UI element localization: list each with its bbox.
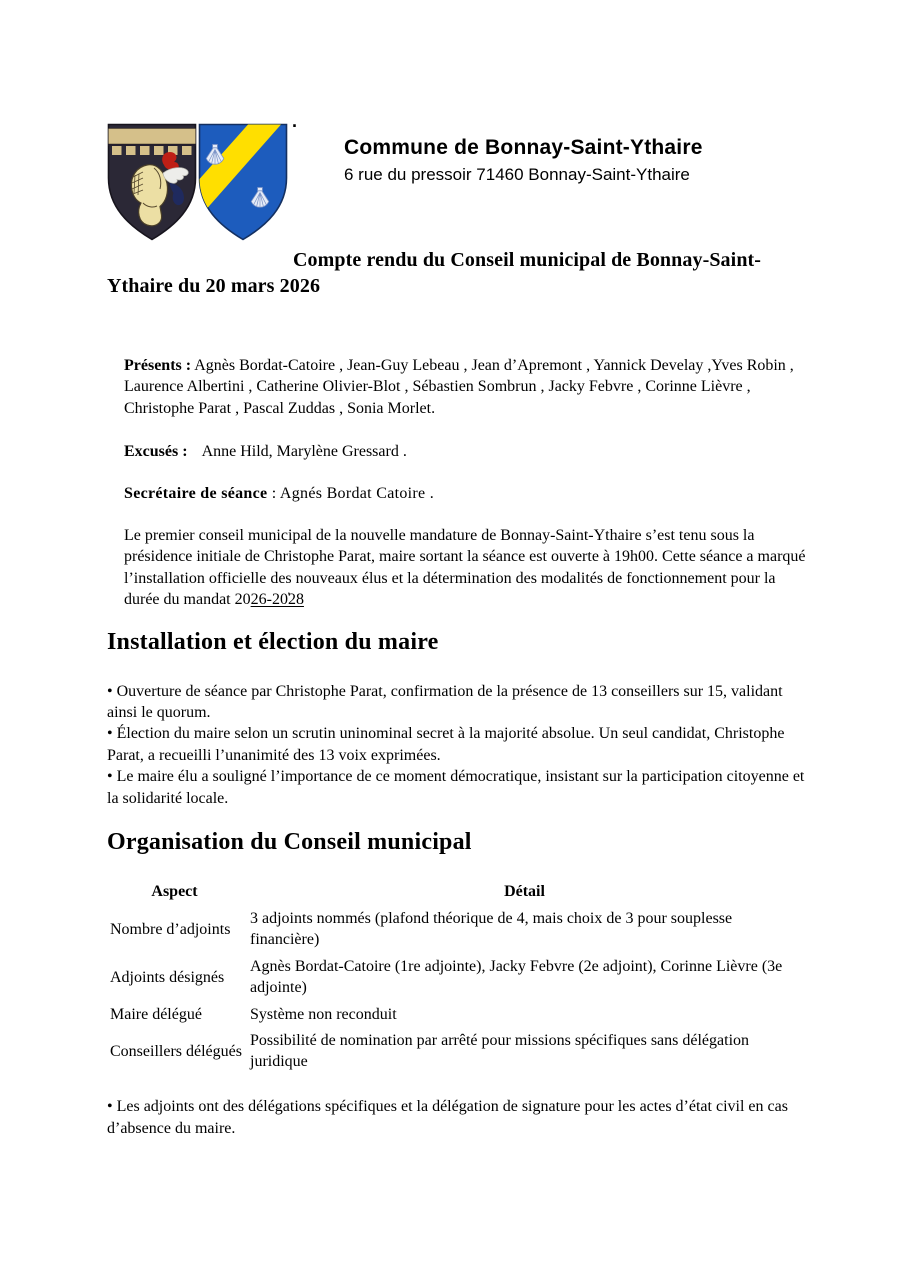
intro-text: Le premier conseil municipal de la nouvelle mandature de Bonnay-Saint-Ythaire s’est tenu sous la présidence initiale de Christophe Parat, maire sortant la séance est ouverte à 19h00. Cette séance a marqué l’installation officielle des nouveaux élus et la détermination des modalités de fonctionnement pour la durée du mandat 20: [124, 527, 806, 609]
intro-paragraph: [124, 525, 812, 611]
presents-value: Agnès Bordat-Catoire , Jean-Guy Lebeau , Jean d’Apremont , Yannick Develay ,Yves Robin , Laurence Albertini , Catherine Olivier-Blot , Sébastien Sombrun , Jacky Febvre , Corinne Lièvre , Christophe Parat , Pascal Zuddas , Sonia Morlet.: [124, 357, 794, 417]
table-header-detail: Détail: [504, 883, 545, 901]
table-cell-aspect: Conseillers délégués: [110, 1042, 242, 1060]
presents-label: Présents :: [124, 357, 192, 374]
commune-name: Commune de Bonnay-Saint-Ythaire: [344, 136, 703, 159]
section-title-organisation: Organisation du Conseil municipal: [107, 829, 472, 856]
secretary-value: : Agnés Bordat Catoire .: [271, 484, 435, 502]
document-title: Compte rendu du Conseil municipal de Bonnay-Saint-Ythaire du 20 mars 2026: [107, 249, 762, 297]
bullet-item: • Le maire élu a souligné l’importance de ce moment démocratique, insistant sur la participation citoyenne et la solidarité locale.: [107, 768, 805, 807]
table-header-aspect: Aspect: [151, 883, 198, 901]
table-cell-detail: Agnès Bordat-Catoire (1re adjointe), Jacky Febvre (2e adjoint), Corinne Lièvre (3e adjointe): [250, 957, 783, 997]
table-header-row: [107, 881, 807, 905]
stray-dot: .: [292, 111, 298, 131]
table-row: [107, 906, 807, 954]
table-cell-aspect: Maire délégué: [110, 1005, 202, 1023]
table-row: [107, 1028, 807, 1076]
excused-value: Anne Hild, Marylène Gressard .: [201, 443, 407, 461]
table-cell-detail: 3 adjoints nommés (plafond théorique de 4, mais choix de 3 pour souplesse financière): [250, 910, 733, 949]
bullet-item: • Ouverture de séance par Christophe Parat, confirmation de la présence de 13 conseillers sur 15, validant ainsi le quorum.: [107, 682, 783, 722]
bullet-item: • Élection du maire selon un scrutin uninominal secret à la majorité absolue. Un seul candidat, Christophe Parat, a recueilli l’unanimité des 13 voix exprimées.: [107, 725, 785, 764]
secretary-label: Secrétaire de séance: [124, 484, 268, 502]
commune-address: 6 rue du pressoir 71460 Bonnay-Saint-Ythaire: [344, 165, 690, 184]
presents-paragraph: [124, 355, 812, 419]
table-cell-detail: Possibilité de nomination par arrêté pour missions spécifiques sans délégation juridique: [250, 1032, 750, 1071]
secretary-paragraph: [124, 483, 812, 504]
table-row: [107, 1001, 807, 1027]
table-cell-detail: Système non reconduit: [250, 1005, 397, 1023]
document-header: [107, 123, 812, 243]
right-shield: [200, 125, 287, 240]
bullet-item: • Les adjoints ont des délégations spécifiques et la délégation de signature pour les actes d’état civil en cas d’absence du maire.: [107, 1098, 788, 1137]
table-row: [107, 953, 807, 1001]
excused-label: Excusés :: [124, 443, 188, 461]
table-cell-aspect: Adjoints désignés: [110, 968, 225, 986]
organisation-bullets: [107, 1096, 812, 1139]
excused-paragraph: [124, 441, 812, 462]
coat-of-arms: [107, 123, 288, 243]
section-title-installation: Installation et élection du maire: [107, 628, 439, 655]
left-shield: [108, 125, 196, 240]
installation-bullets: [107, 681, 812, 809]
commune-block: [344, 123, 703, 185]
intro-underlined-dates: 26-20̕28: [250, 591, 304, 609]
table-cell-aspect: Nombre d’adjoints: [110, 920, 231, 938]
organisation-table: [107, 881, 807, 1075]
